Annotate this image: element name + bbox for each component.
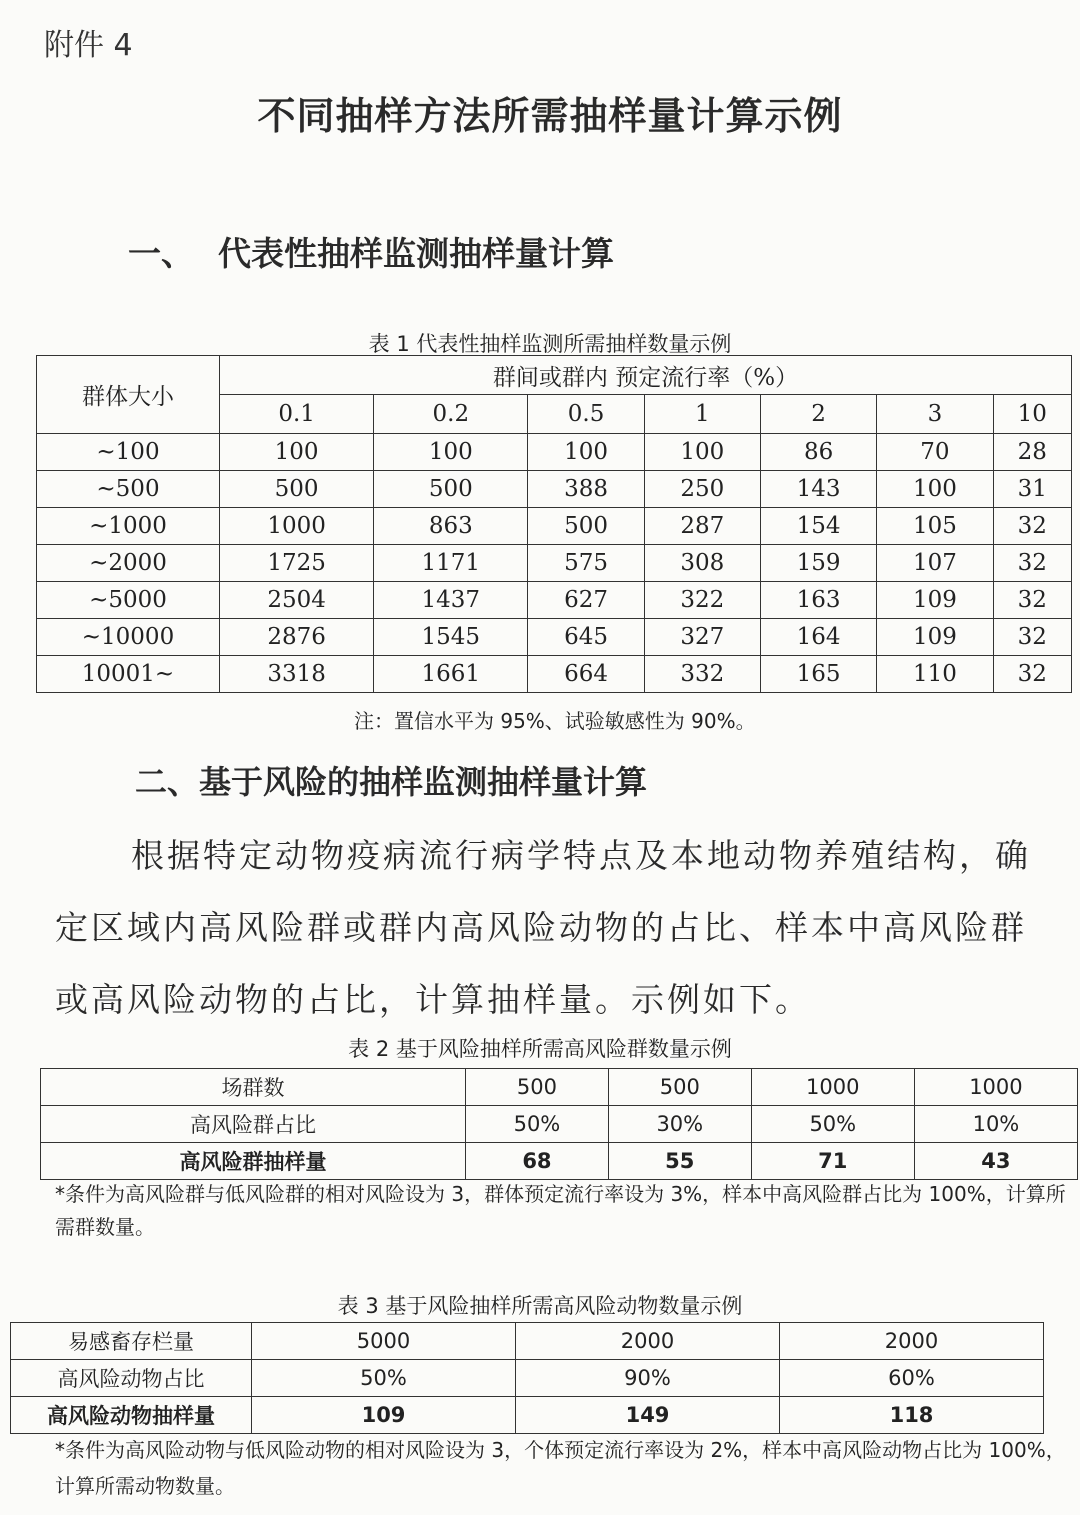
table1-cell: 70 [877,434,993,471]
table1-cell: 1725 [220,545,374,582]
table1-col-header: 0.5 [528,395,644,434]
section2-heading: 二、基于风险的抽样监测抽样量计算 [135,763,648,801]
table1-cell: 32 [993,656,1071,693]
table1-cell: 105 [877,508,993,545]
table1-cell: 100 [644,434,760,471]
table1-cell: 332 [644,656,760,693]
table1-cell: 645 [528,619,644,656]
table1-row [37,656,1072,693]
table1-cell: 163 [760,582,876,619]
table1-cell: 287 [644,508,760,545]
table1-cell: 109 [877,619,993,656]
table1-row [37,471,1072,508]
table2-row [41,1069,1078,1106]
table1-cell: 143 [760,471,876,508]
table3-note: *条件为高风险动物与低风险动物的相对风险设为 3，个体预定流行率设为 2%，样本中高风险动物占比为 100%，计算所需动物数量。 [55,1438,1066,1498]
table2-row-label: 场群数 [41,1069,466,1106]
table1-row-label: ~2000 [37,545,220,582]
table1-row-label: ~10000 [37,619,220,656]
table1-row-label: ~500 [37,471,220,508]
table3-cell: 109 [252,1397,516,1434]
table3-caption: 表 3 基于风险抽样所需高风险动物数量示例 [337,1294,743,1318]
table2-cell: 30% [608,1106,751,1143]
table1-note: 注：置信水平为 95%、试验敏感性为 90%。 [354,709,756,733]
table1 [36,355,1072,693]
paragraph-text: 根据特定动物疫病流行病学特点及本地动物养殖结构，确定区域内高风险群或群内高风险动物的占比、样本中高风险群或高风险动物的占比，计算抽样量。示例如下。 [55,836,1031,1019]
table3-cell: 50% [252,1360,516,1397]
table2-cell: 10% [914,1106,1077,1143]
table1-cell: 100 [374,434,528,471]
table2-note: *条件为高风险群与低风险群的相对风险设为 3，群体预定流行率设为 3%，样本中高风险群占比为 100%，计算所需群数量。 [55,1182,1066,1239]
table1-cell: 500 [528,508,644,545]
table2-row-label: 高风险群抽样量 [41,1143,466,1180]
table2-cell: 50% [466,1106,609,1143]
table1-cell: 863 [374,508,528,545]
table1-cell: 1545 [374,619,528,656]
table1-cell: 2504 [220,582,374,619]
table1-cell: 159 [760,545,876,582]
table1-row-header: 群体大小 [37,356,220,434]
table1-caption: 表 1 代表性抽样监测所需抽样数量示例 [368,332,732,356]
table1-cell: 3318 [220,656,374,693]
table2-cell: 55 [608,1143,751,1180]
table1-cell: 32 [993,508,1071,545]
table1-cell: 165 [760,656,876,693]
table3-cell: 90% [516,1360,780,1397]
table3-cell: 60% [780,1360,1044,1397]
table1-cell: 154 [760,508,876,545]
table1-cell: 664 [528,656,644,693]
table1-cell: 327 [644,619,760,656]
table1-cell: 32 [993,619,1071,656]
table1-cell: 322 [644,582,760,619]
table1-cell: 32 [993,582,1071,619]
table1-group-header: 群间或群内 预定流行率（%） [220,356,1072,395]
table2-caption: 表 2 基于风险抽样所需高风险群数量示例 [348,1037,732,1061]
section1-heading [128,228,614,275]
table1-cell: 86 [760,434,876,471]
table2-cell: 50% [751,1106,914,1143]
table1-cell: 1437 [374,582,528,619]
table3-cell: 2000 [780,1323,1044,1360]
table1-cell: 100 [877,471,993,508]
table1-row [37,582,1072,619]
table1-cell: 500 [220,471,374,508]
table1-cell: 1661 [374,656,528,693]
table1-cell: 308 [644,545,760,582]
table2-cell: 1000 [751,1069,914,1106]
table1-cell: 32 [993,545,1071,582]
table1-row [37,545,1072,582]
section1-number: 一、 [128,234,194,273]
table1-cell: 100 [528,434,644,471]
table2-row-label: 高风险群占比 [41,1106,466,1143]
table1-col-header: 0.2 [374,395,528,434]
table1-cell: 1000 [220,508,374,545]
table2 [40,1068,1078,1180]
table3-row-label: 高风险动物占比 [11,1360,252,1397]
table3-row-label: 易感畜存栏量 [11,1323,252,1360]
table1-row-label: 10001~ [37,656,220,693]
table1-row [37,434,1072,471]
table1-cell: 110 [877,656,993,693]
table1-row-label: ~100 [37,434,220,471]
table3-cell: 118 [780,1397,1044,1434]
table1-cell: 28 [993,434,1071,471]
table2-row [41,1106,1078,1143]
table1-cell: 2876 [220,619,374,656]
table1-col-header: 0.1 [220,395,374,434]
table1-cell: 109 [877,582,993,619]
document-title: 不同抽样方法所需抽样量计算示例 [257,93,843,138]
table1-cell: 388 [528,471,644,508]
table1-col-header: 3 [877,395,993,434]
table3-row [11,1323,1044,1360]
table3-cell: 5000 [252,1323,516,1360]
table2-cell: 500 [466,1069,609,1106]
table2-cell: 71 [751,1143,914,1180]
table1-row [37,619,1072,656]
table2-cell: 1000 [914,1069,1077,1106]
table3-cell: 149 [516,1397,780,1434]
table3 [10,1322,1044,1434]
body-paragraph [55,820,1060,1036]
table1-col-header: 2 [760,395,876,434]
table2-cell: 500 [608,1069,751,1106]
table1-cell: 107 [877,545,993,582]
table3-row-label: 高风险动物抽样量 [11,1397,252,1434]
table1-row-label: ~1000 [37,508,220,545]
table1-cell: 100 [220,434,374,471]
table1-cell: 164 [760,619,876,656]
table1-row [37,508,1072,545]
table3-cell: 2000 [516,1323,780,1360]
table1-row-label: ~5000 [37,582,220,619]
table1-col-header: 10 [993,395,1071,434]
table1-cell: 31 [993,471,1071,508]
table3-row [11,1397,1044,1434]
table1-cell: 250 [644,471,760,508]
table2-cell: 68 [466,1143,609,1180]
table1-cell: 1171 [374,545,528,582]
table1-cell: 500 [374,471,528,508]
attachment-label: 附件 4 [44,28,133,63]
table1-col-header: 1 [644,395,760,434]
section1-text: 代表性抽样监测抽样量计算 [218,234,614,273]
table3-row [11,1360,1044,1397]
table1-cell: 627 [528,582,644,619]
table2-row [41,1143,1078,1180]
table1-cell: 575 [528,545,644,582]
table2-cell: 43 [914,1143,1077,1180]
